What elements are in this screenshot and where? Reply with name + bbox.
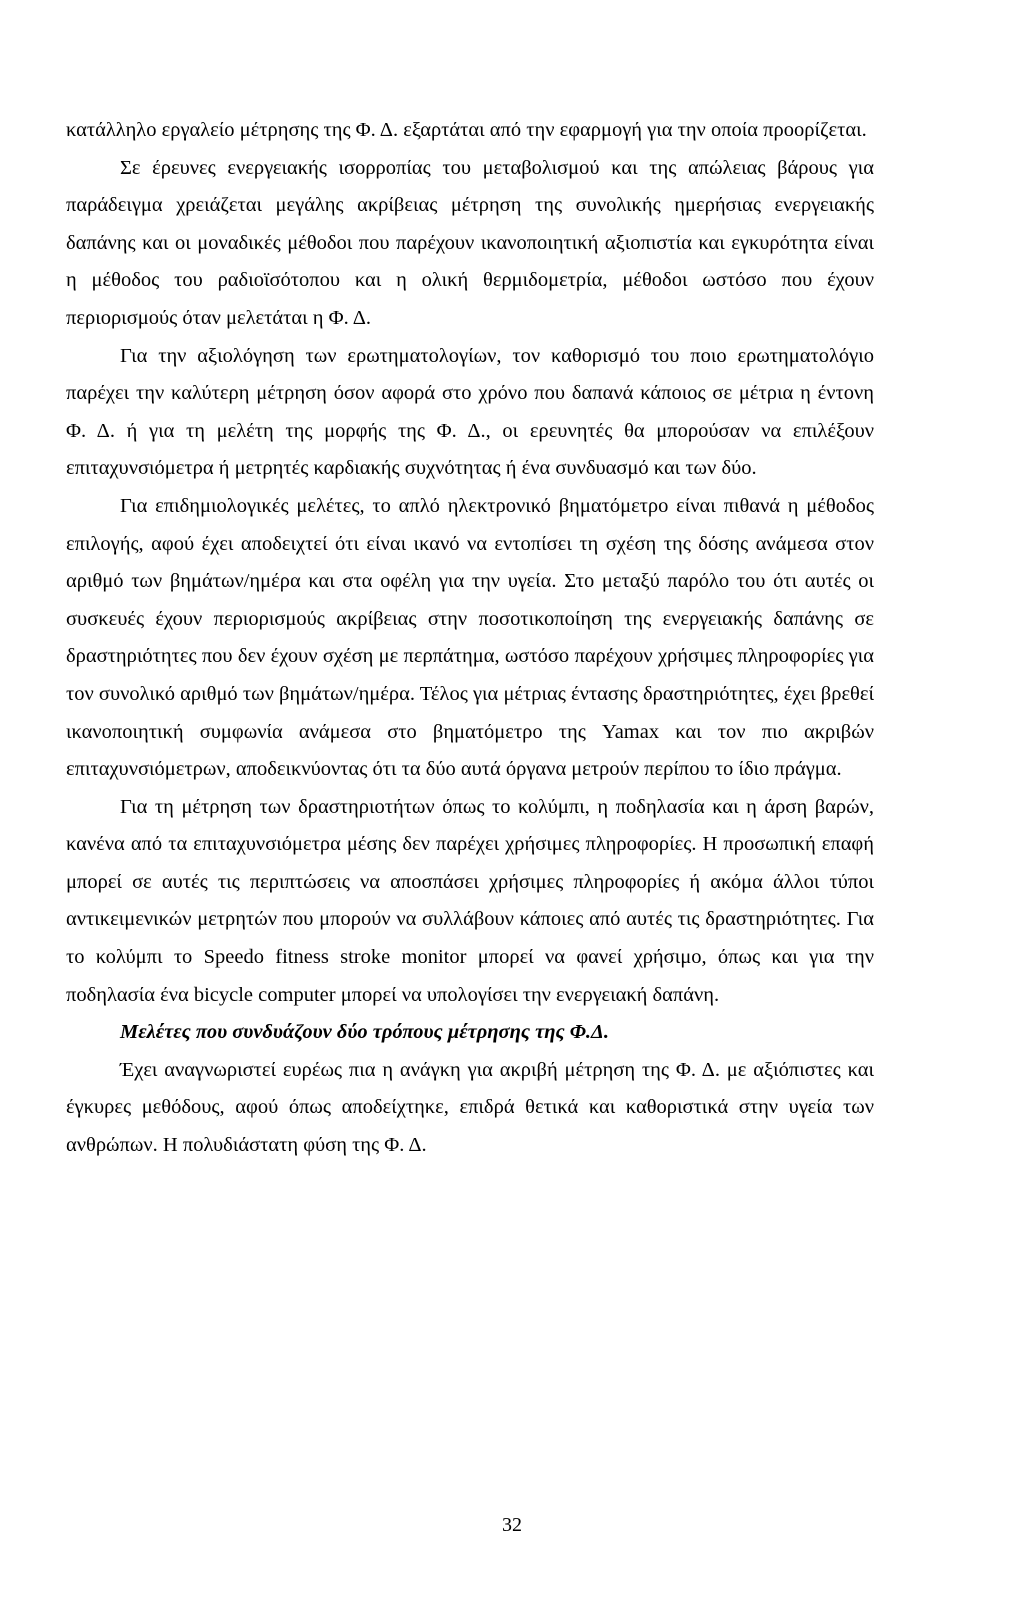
paragraph-combined-methods: Έχει αναγνωριστεί ευρέως πια η ανάγκη για ακριβή μέτρηση της Φ. Δ. με αξιόπιστες και έγκυρες μεθόδους, αφού όπως αποδείχτηκε, επιδρά θετικά και καθοριστικά στην υγεία των ανθρώπων. Η πολυδιάστατη φύση της Φ. Δ. — [66, 1058, 874, 1157]
document-body — [66, 112, 874, 1165]
paragraph-questionnaires: Για την αξιολόγηση των ερωτηματολογίων, τον καθορισμό του ποιο ερωτηματολόγιο παρέχει την καλύτερη μέτρηση όσον αφορά στο χρόνο που δαπανά κάποιος σε μέτρια η έντονη Φ. Δ. ή για τη μελέτη της μορφής της Φ. Δ., οι ερευνητές θα μπορούσαν να επιλέξουν επιταχυνσιόμετρα ή μετρητές καρδιακής συχνότητας ή ένα συνδυασμό και των δύο. — [66, 344, 874, 480]
paragraph-energy-balance: Σε έρευνες ενεργειακής ισορροπίας του μεταβολισμού και της απώλειας βάρους για παράδειγμα χρειάζεται μεγάλης ακρίβειας μέτρηση της συνολικής ημερήσιας ενεργειακής δαπάνης και οι μοναδικές μέθοδοι που παρέχουν ικανοποιητική αξιοπιστία και εγκυρότητα είναι η μέθοδος του ραδιοϊσότοπου και η ολική θερμιδομετρία, μέθοδοι ωστόσο που έχουν περιορισμούς όταν μελετάται η Φ. Δ. — [66, 156, 874, 329]
paragraph-continuation: κατάλληλο εργαλείο μέτρησης της Φ. Δ. εξαρτάται από την εφαρμογή για την οποία προορίζεται. — [66, 119, 867, 141]
paragraph-epidemiological: Για επιδημιολογικές μελέτες, το απλό ηλεκτρονικό βηματόμετρο είναι πιθανά η μέθοδος επιλογής, αφού έχει αποδειχτεί ότι είναι ικανό να εντοπίσει τη σχέση της δόσης ανάμεσα στον αριθμό των βημάτων/ημέρα και στα οφέλη για την υγεία. Στο μεταξύ παρόλο του ότι αυτές οι συσκευές έχουν περιορισμούς ακρίβειας στην ποσοτικοποίηση της ενεργειακής δαπάνης σε δραστηριότητες που δεν έχουν σχέση με περπάτημα, ωστόσο παρέχουν χρήσιμες πληροφορίες για τον συνολικό αριθμό των βημάτων/ημέρα. Τέλος για μέτριας έντασης δραστηριότητες, έχει βρεθεί ικανοποιητική συμφωνία ανάμεσα στο βηματόμετρο της Yamax και τον πιο ακριβών επιταχυνσιόμετρων, αποδεικνύοντας ότι τα δύο αυτά όργανα μετρούν περίπου το ίδιο πράγμα. — [66, 494, 874, 781]
section-heading: Μελέτες που συνδυάζουν δύο τρόπους μέτρησης της Φ.Δ. — [120, 1021, 609, 1044]
paragraph-swimming-cycling: Για τη μέτρηση των δραστηριοτήτων όπως το κολύμπι, η ποδηλασία και η άρση βαρών, κανένα από τα επιταχυνσιόμετρα μέσης δεν παρέχει χρήσιμες πληροφορίες. Η προσωπική επαφή μπορεί σε αυτές τις περιπτώσεις να αποσπάσει χρήσιμες πληροφορίες ή ακόμα άλλοι τύποι αντικειμενικών μετρητών που μπορούν να συλλάβουν κάποιες από αυτές τις δραστηριότητες. Για το κολύμπι το Speedo fitness stroke monitor μπορεί να φανεί χρήσιμο, όπως και για την ποδηλασία ένα bicycle computer μπορεί να υπολογίσει την ενεργειακή δαπάνη. — [66, 795, 874, 1006]
page-number: 32 — [502, 1514, 522, 1536]
